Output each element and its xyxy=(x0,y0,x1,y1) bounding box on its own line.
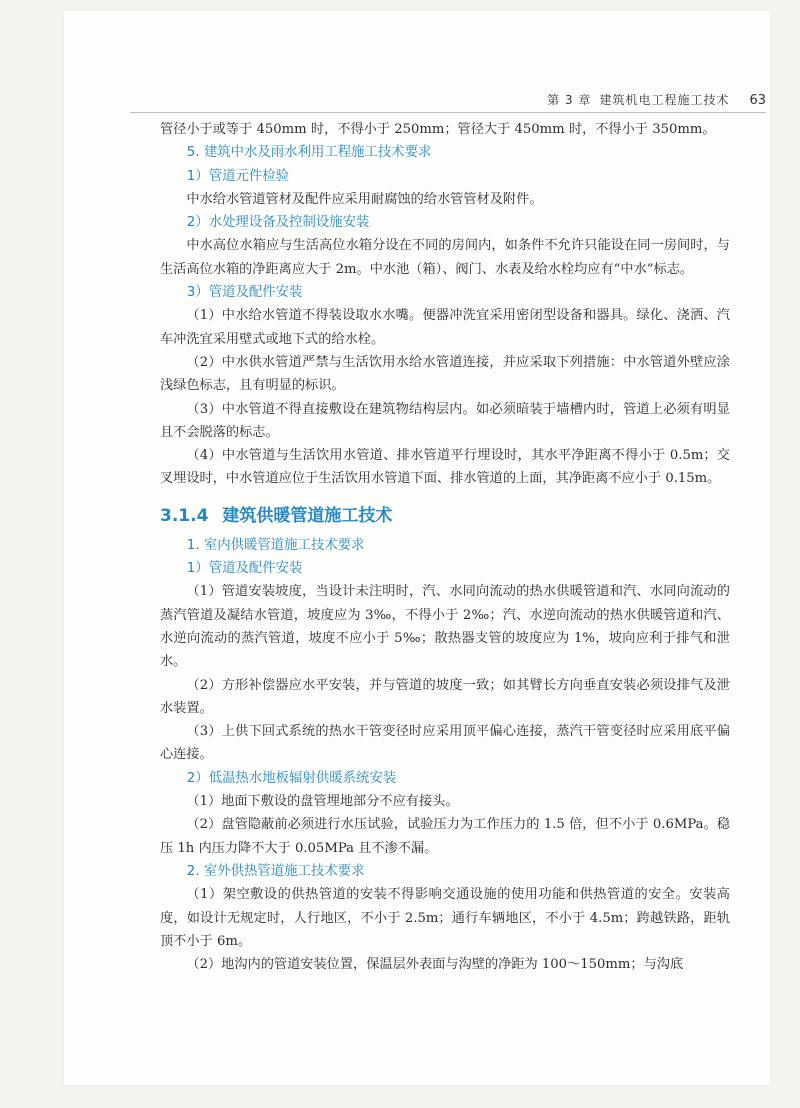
section-number: 3.1.4 xyxy=(160,505,209,526)
subheading: 2. 室外供热管道施工技术要求 xyxy=(186,863,365,879)
chapter-label: 第 3 章 xyxy=(547,93,592,107)
section-heading xyxy=(160,504,730,528)
paragraph: （2）盘管隐蔽前必须进行水压试验，试验压力为工作压力的 1.5 倍，但不小于 0.6MPa。稳压 1h 内压力降不大于 0.05MPa 且不渗不漏。 xyxy=(160,817,730,856)
subheading: 1. 室内供暖管道施工技术要求 xyxy=(186,537,365,553)
paragraph: （2）中水供水管道严禁与生活饮用水给水管道连接，并应采取下列措施：中水管道外壁应涂浅绿色标志，且有明显的标识。 xyxy=(160,354,730,394)
paragraph: （3）上供下回式系统的热水干管变径时应采用顶平偏心连接，蒸汽干管变径时应采用底平偏心连接。 xyxy=(160,724,730,763)
paragraph: 中水高位水箱应与生活高位水箱分设在不同的房间内，如条件不允许只能设在同一房间时，与生活高位水箱的净距离应大于 2m。中水池（箱）、阀门、水表及给水栓均应有“中水”标志。 xyxy=(160,238,730,277)
paragraph: （2）地沟内的管道安装位置，保温层外表面与沟壁的净距为 100～150mm；与沟底 xyxy=(186,957,684,973)
paragraph: （4）中水管道与生活饮用水管道、排水管道平行埋设时，其水平净距离不得小于 0.5m；交叉埋设时，中水管道应位于生活饮用水管道下面、排水管道的上面，其净距离不应小于 0.15m。 xyxy=(160,448,730,487)
subheading: 2）低温热水地板辐射供暖系统安装 xyxy=(186,770,397,786)
paragraph: （1）地面下敷设的盘管埋地部分不应有接头。 xyxy=(186,794,459,810)
subheading: 3）管道及配件安装 xyxy=(186,285,303,301)
paragraph: 管径小于或等于 450mm 时，不得小于 250mm；管径大于 450mm 时，不得小于 350mm。 xyxy=(160,122,716,137)
subheading: 5. 建筑中水及雨水利用工程施工技术要求 xyxy=(186,145,432,161)
chapter-title: 建筑机电工程施工技术 xyxy=(599,93,730,107)
subheading: 1）管道及配件安装 xyxy=(186,561,303,577)
paragraph: （1）管道安装坡度，当设计未注明时，汽、水同向流动的热水供暖管道和汽、水同向流动的蒸汽管道及凝结水管道，坡度应为 3‰，不得小于 2‰；汽、水逆向流动的热水供暖管道和汽、水逆向流动的蒸汽管道，坡度不应小于 5‰；散热器支管的坡度应为 1%，坡向应利于排气和泄水。 xyxy=(160,584,730,670)
paragraph: （1）架空敷设的供热管道的安装不得影响交通设施的使用功能和供热管道的安全。安装高度，如设计无规定时，人行地区，不小于 2.5m；通行车辆地区，不小于 4.5m；跨越铁路，距轨顶不小于 6m。 xyxy=(160,887,730,949)
subheading: 1）管道元件检验 xyxy=(186,168,290,184)
paragraph: （1）中水给水管道不得装设取水水嘴。便器冲洗宜采用密闭型设备和器具。绿化、浇洒、汽车冲洗宜采用壁式或地下式的给水栓。 xyxy=(160,308,730,347)
paragraph: （2）方形补偿器应水平安装，并与管道的坡度一致；如其臂长方向垂直安装必须设排气及泄水装置。 xyxy=(160,677,730,716)
page-number: 63 xyxy=(749,93,766,108)
page-body xyxy=(160,118,730,976)
paragraph: 中水给水管道管材及配件应采用耐腐蚀的给水管管材及附件。 xyxy=(186,191,543,207)
paragraph: （3）中水管道不得直接敷设在建筑物结构层内。如必须暗装于墙槽内时，管道上必须有明显且不会脱落的标志。 xyxy=(160,401,730,440)
subheading: 2）水处理设备及控制设施安装 xyxy=(186,215,370,231)
running-header xyxy=(130,84,766,113)
section-title: 建筑供暖管道施工技术 xyxy=(222,505,393,526)
